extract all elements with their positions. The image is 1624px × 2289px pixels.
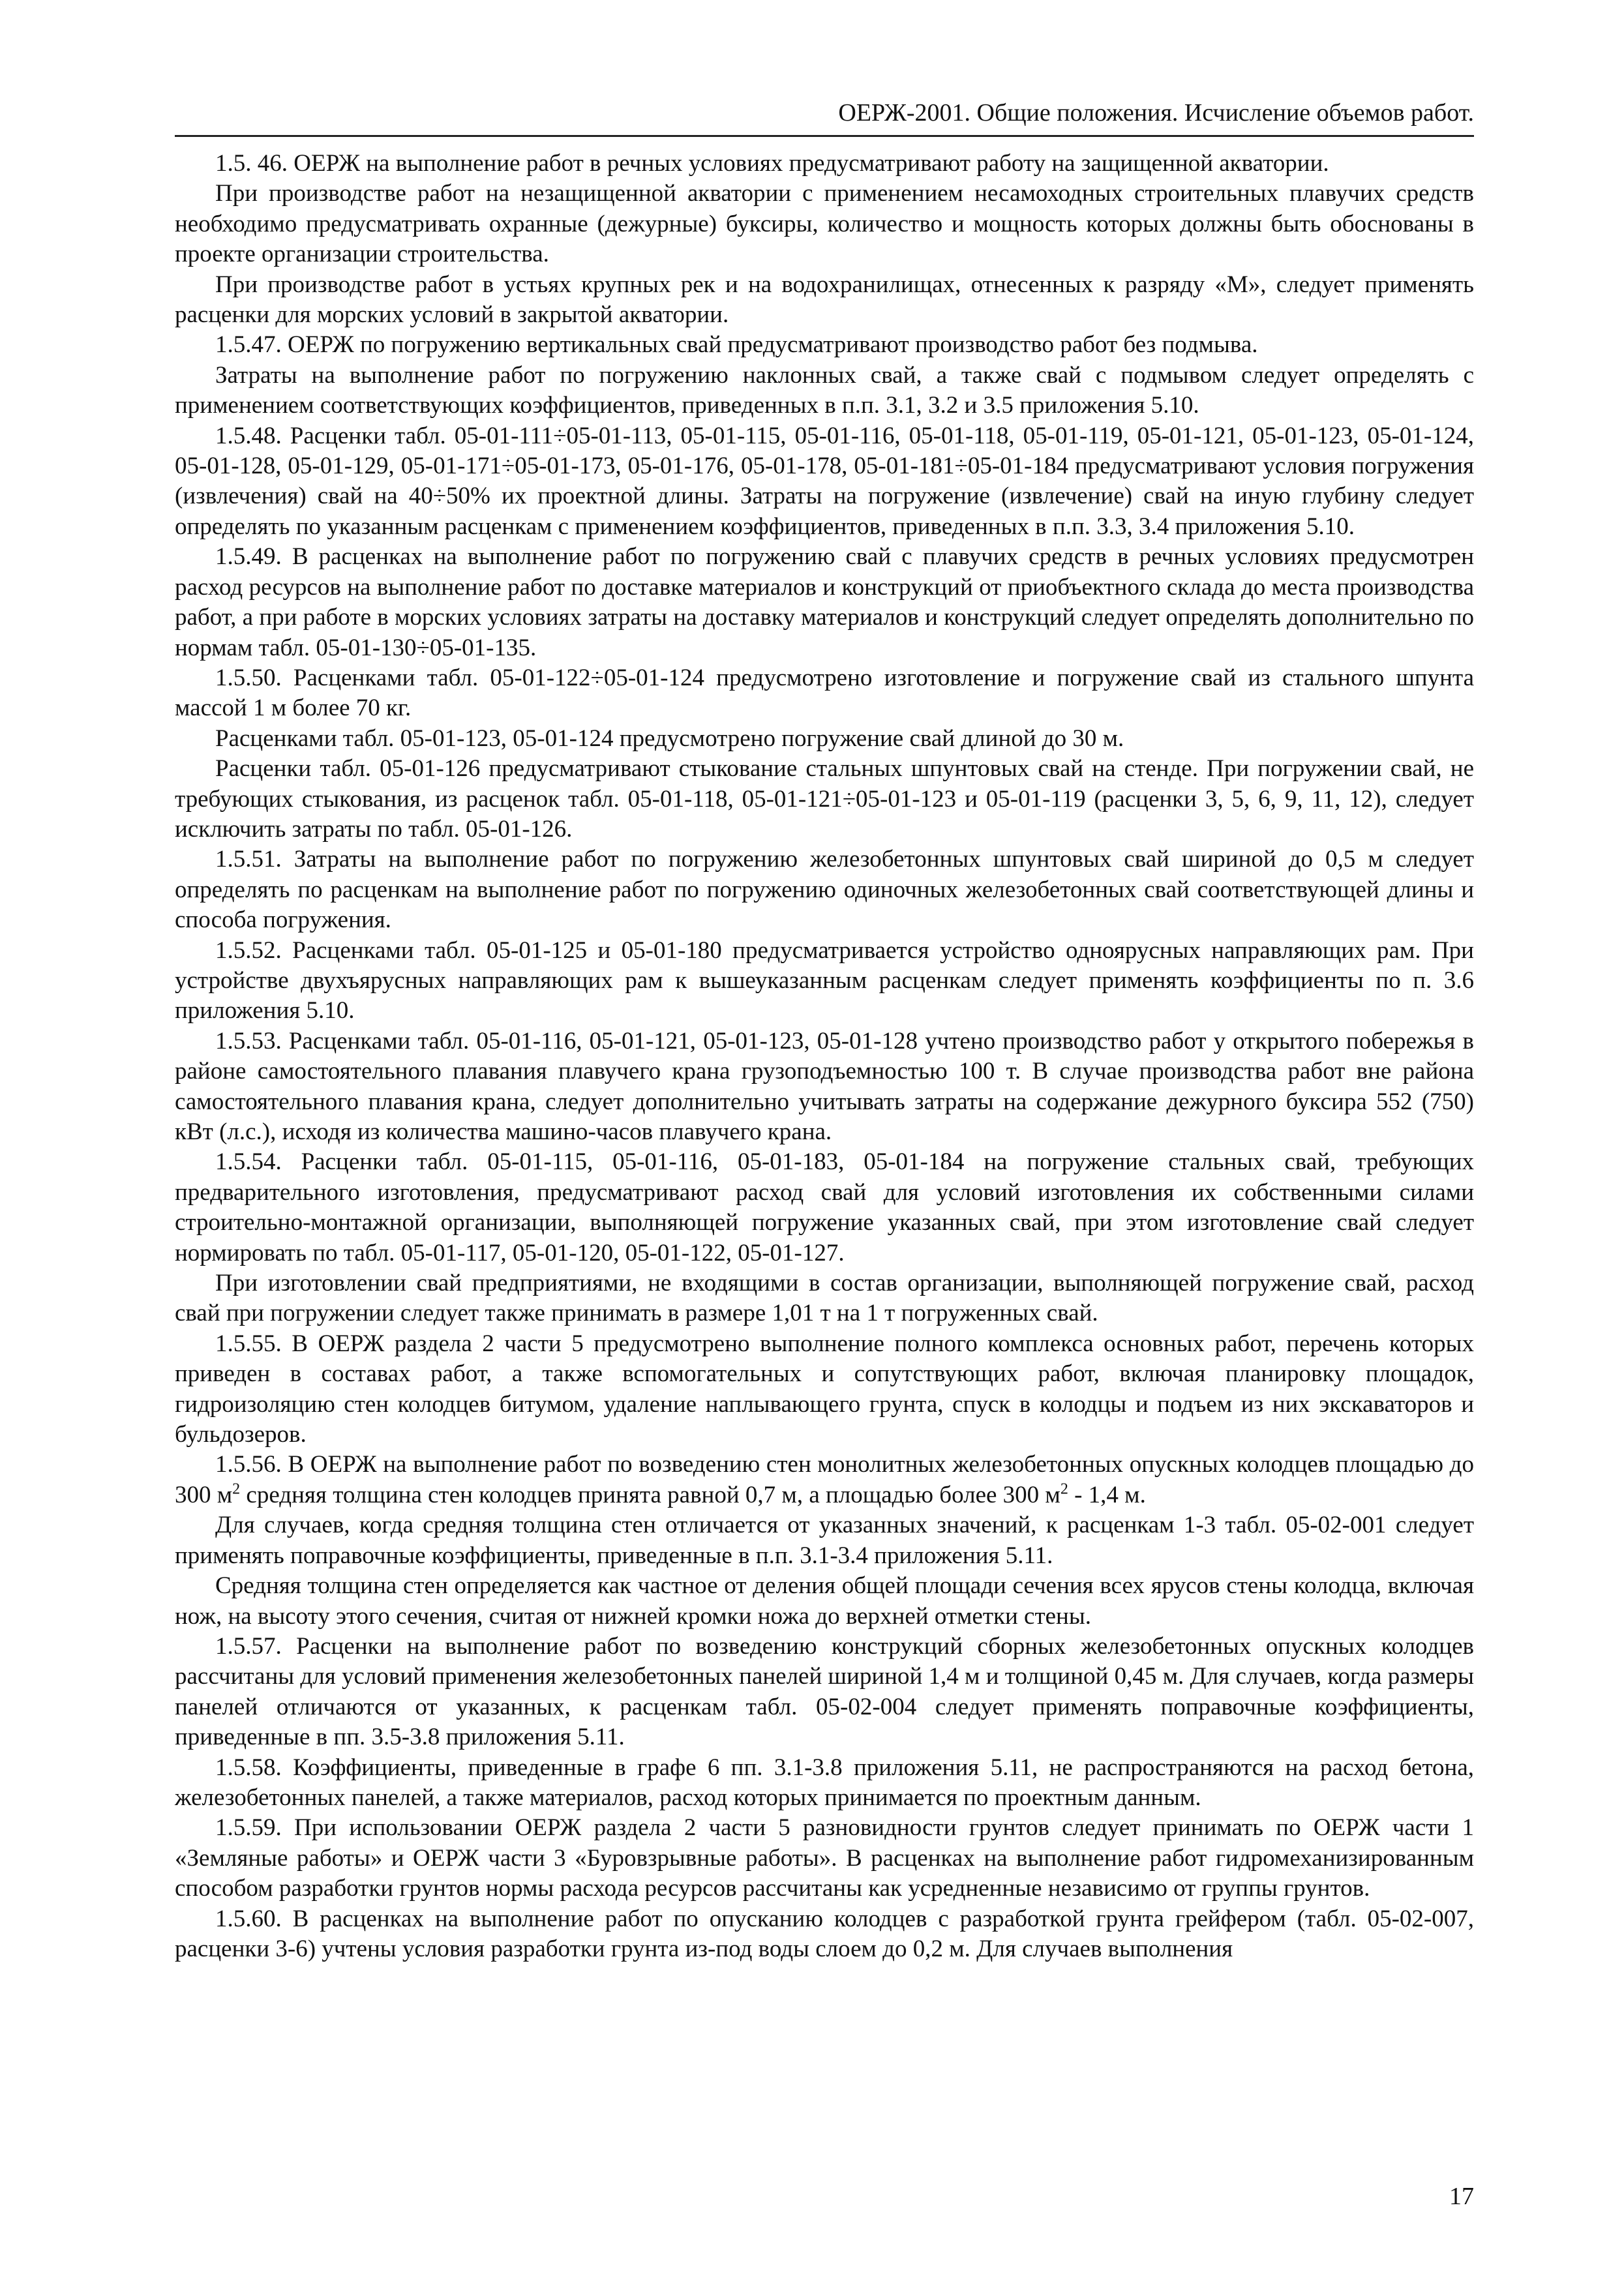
paragraph: 1.5.52. Расценками табл. 05-01-125 и 05-01-180 предусматривается устройство одноярусных направляющих рам. При устройстве двухъярусных направляющих рам к вышеуказанным расценкам следует применять коэффициенты по п. 3.6 приложения 5.10. — [175, 936, 1474, 1025]
paragraph: 1.5.55. В ОЕРЖ раздела 2 части 5 предусмотрено выполнение полного комплекса основных работ, перечень которых приведен в составах работ, а также вспомогательных и сопутствующих работ, включая планировку площадок, гидроизоляцию стен колодцев битумом, удаление наплывающего грунта, спуск в колодцы и подъем из них экскаваторов и бульдозеров. — [175, 1330, 1474, 1448]
paragraph: Для случаев, когда средняя толщина стен отличается от указанных значений, к расценкам 1-3 табл. 05-02-001 следует применять поправочные коэффициенты, приведенные в п.п. 3.1-3.4 приложения 5.11. — [175, 1512, 1474, 1569]
paragraph: Расценками табл. 05-01-123, 05-01-124 предусмотрено погружение свай длиной до 30 м. — [215, 725, 1124, 752]
paragraph: Затраты на выполнение работ по погружению наклонных свай, а также свай с подмывом следует определять с применением соответствующих коэффициентов, приведенных в п.п. 3.1, 3.2 и 3.5 приложения 5.10. — [175, 361, 1474, 419]
paragraph: При производстве работ в устьях крупных рек и на водохранилищах, отнесенных к разряду «М», следует применять расценки для морских условий в закрытой акватории. — [175, 271, 1474, 329]
superscript: 2 — [1060, 1480, 1068, 1498]
paragraph: 1.5.50. Расценками табл. 05-01-122÷05-01-124 предусмотрено изготовление и погружение свай из стального шпунта массой 1 м более 70 кг. — [175, 664, 1474, 722]
paragraph-text-part: 1.5.56. В ОЕРЖ на выполнение работ по возведению стен монолитных железобетонных опускных колодцев площадью до 300 м — [175, 1451, 1474, 1508]
paragraph: 1.5.54. Расценки табл. 05-01-115, 05-01-116, 05-01-183, 05-01-184 на погружение стальных свай, требующих предварительного изготовления, предусматривают расход свай для условий изготовления их собственными силами строительно-монтажной организации, выполняющей погружение указанных свай, при этом изготовление свай следует нормировать по табл. 05-01-117, 05-01-120, 05-01-122, 05-01-127. — [175, 1148, 1474, 1266]
page-number: 17 — [1449, 2183, 1474, 2210]
paragraph: 1.5. 46. ОЕРЖ на выполнение работ в речных условиях предусматривают работу на защищенной акватории. — [215, 150, 1329, 177]
paragraph: 1.5.60. В расценках на выполнение работ по опусканию колодцев с разработкой грунта грейфером (табл. 05-02-007, расценки 3-6) учтены условия разработки грунта из-под воды слоем до 0,2 м. Для случаев выполнения — [175, 1905, 1474, 1962]
paragraph: 1.5.53. Расценками табл. 05-01-116, 05-01-121, 05-01-123, 05-01-128 учтено производство работ у открытого побережья в районе самостоятельного плавания плавучего крана грузоподъемностью 100 т. В случае производства работ вне района самостоятельного плавания крана, следует дополнительно учитывать затраты на содержание дежурного буксира 552 (750) кВт (л.с.), исходя из количества машино-часов плавучего крана. — [175, 1027, 1474, 1145]
paragraph: 1.5.57. Расценки на выполнение работ по возведению конструкций сборных железобетонных опускных колодцев рассчитаны для условий применения железобетонных панелей шириной 1,4 м и толщиной 0,45 м. Для случаев, когда размеры панелей отличаются от указанных, к расценкам табл. 05-02-004 следует применять поправочные коэффициенты, приведенные в пп. 3.5-3.8 приложения 5.11. — [175, 1632, 1474, 1751]
paragraph: 1.5.49. В расценках на выполнение работ по погружению свай с плавучих средств в речных условиях предусмотрен расход ресурсов на выполнение работ по доставке материалов и конструкций от приобъектного склада до места производства работ, а при работе в морских условиях затраты на доставку материалов и конструкций следует определять дополнительно по нормам табл. 05-01-130÷05-01-135. — [175, 543, 1474, 661]
header-rule — [175, 135, 1474, 137]
superscript: 2 — [232, 1480, 241, 1498]
paragraph: Средняя толщина стен определяется как частное от деления общей площади сечения всех ярусов стены колодца, включая нож, на высоту этого сечения, считая от нижней кромки ножа до верхней отметки стены. — [175, 1572, 1474, 1630]
paragraph: 1.5.59. При использовании ОЕРЖ раздела 2 части 5 разновидности грунтов следует принимать по ОЕРЖ части 1 «Земляные работы» и ОЕРЖ части 3 «Буровзрывные работы». В расценках на выполнение работ гидромеханизированным способом разработки грунтов нормы расхода ресурсов рассчитаны как усредненные независимо от группы грунтов. — [175, 1814, 1474, 1902]
paragraph: Расценки табл. 05-01-126 предусматривают стыкование стальных шпунтовых свай на стенде. При погружении свай, не требующих стыкования, из расценок табл. 05-01-118, 05-01-121÷05-01-123 и 05-01-119 (расценки 3, 5, 6, 9, 11, 12), следует исключить затраты по табл. 05-01-126. — [175, 755, 1474, 843]
paragraph-text-part: - 1,4 м. — [1068, 1481, 1146, 1508]
paragraph-text-part: средняя толщина стен колодцев принята равной 0,7 м, а площадью более 300 м — [240, 1481, 1060, 1508]
paragraph: При производстве работ на незащищенной акватории с применением несамоходных строительных плавучих средств необходимо предусматривать охранные (дежурные) буксиры, количество и мощность которых должны быть обоснованы в проекте организации строительства. — [175, 180, 1474, 268]
body-text — [175, 149, 1474, 1964]
running-header: ОЕРЖ-2001. Общие положения. Исчисление объемов работ. — [838, 99, 1474, 127]
paragraph: При изготовлении свай предприятиями, не входящими в состав организации, выполняющей погружение свай, расход свай при погружении следует также принимать в размере 1,01 т на 1 т погруженных свай. — [175, 1270, 1474, 1327]
paragraph: 1.5.47. ОЕРЖ по погружению вертикальных свай предусматривают производство работ без подмыва. — [215, 331, 1258, 359]
paragraph: 1.5.48. Расценки табл. 05-01-111÷05-01-113, 05-01-115, 05-01-116, 05-01-118, 05-01-119, 05-01-121, 05-01-123, 05-01-124, 05-01-128, 05-01-129, 05-01-171÷05-01-173, 05-01-176, 05-01-178, 05-01-181÷05-01-184 предусматривают условия погружения (извлечения) свай на 40÷50% их проектной длины. Затраты на погружение (извлечение) свай на иную глубину следует определять по указанным расценкам с применением коэффициентов, приведенных в п.п. 3.3, 3.4 приложения 5.10. — [175, 422, 1474, 540]
paragraph: 1.5.58. Коэффициенты, приведенные в графе 6 пп. 3.1-3.8 приложения 5.11, не распространяются на расход бетона, железобетонных панелей, а также материалов, расход которых принимается по проектным данным. — [175, 1754, 1474, 1811]
paragraph-with-superscript — [175, 1450, 1474, 1510]
paragraph: 1.5.51. Затраты на выполнение работ по погружению железобетонных шпунтовых свай шириной до 0,5 м следует определять по расценкам на выполнение работ по погружению одиночных железобетонных свай соответствующей длины и способа погружения. — [175, 846, 1474, 934]
